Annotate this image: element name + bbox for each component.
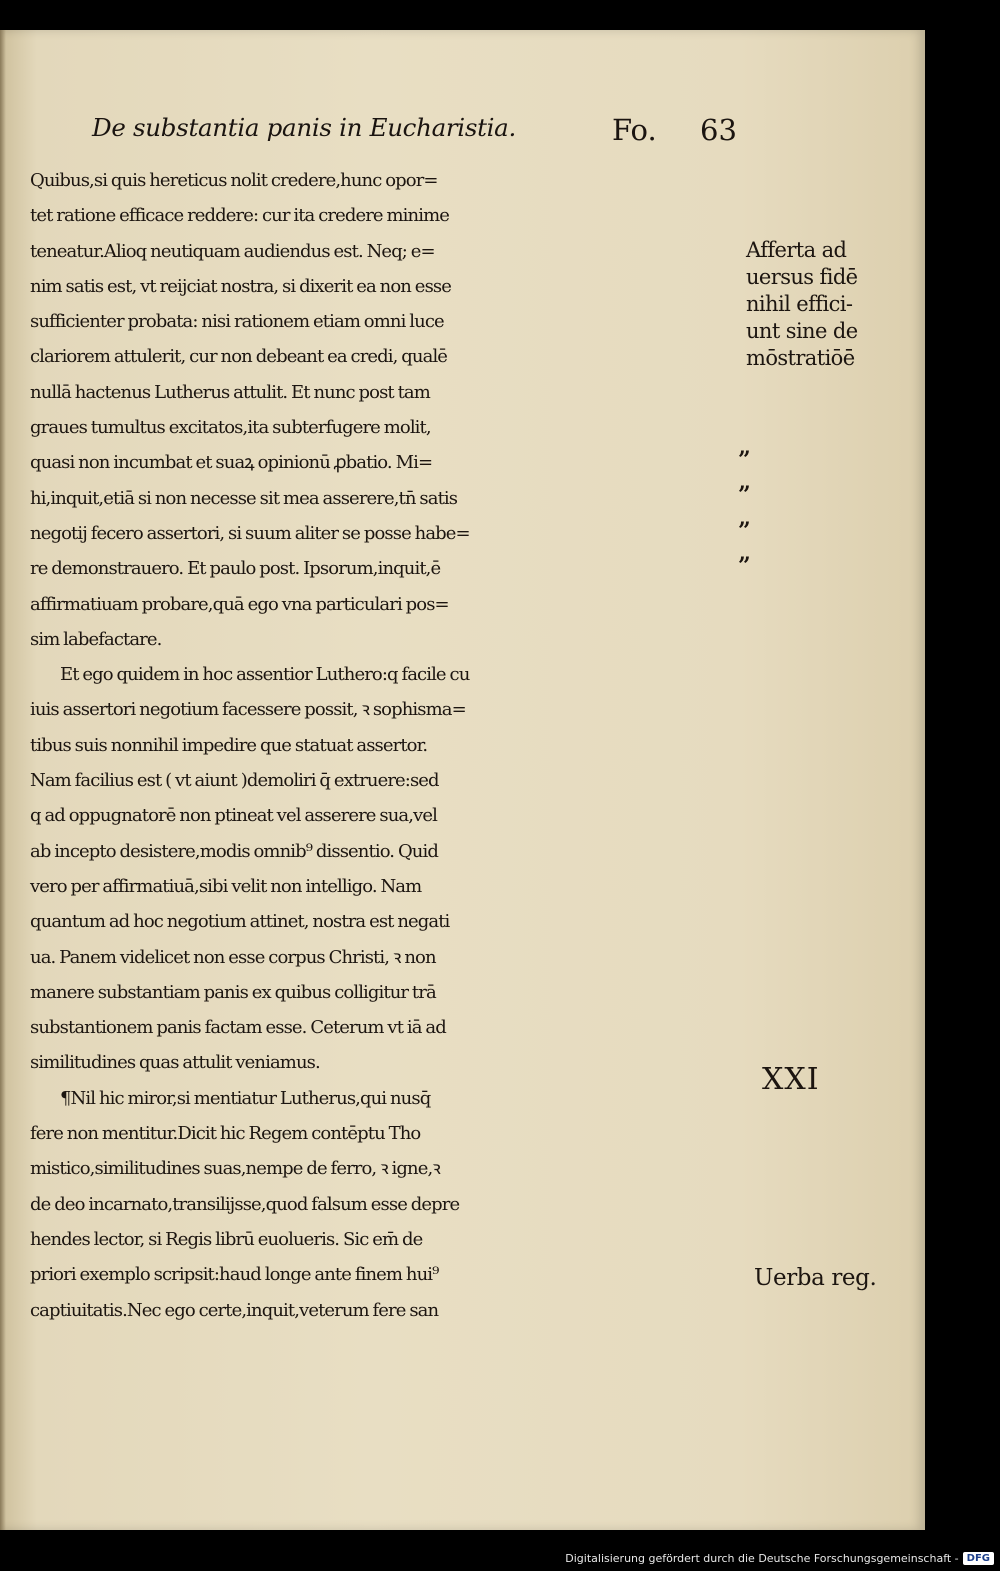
text-line: similitudines quas attulit veniamus.	[30, 1052, 320, 1074]
quote-mark: ”	[738, 552, 751, 579]
folio-label: Fo.	[612, 113, 657, 147]
text-line: q ad oppugnatorē non ptineat vel asserere sua,vel	[30, 805, 437, 827]
main-text-block	[30, 163, 740, 1328]
text-line: fere non mentitur.Dicit hic Regem contēptu Tho	[30, 1123, 421, 1145]
text-line: de deo incarnato,transilijsse,quod falsum esse depre	[30, 1193, 460, 1215]
text-line: quasi non incumbat et suaꝝ opinionū ꝓbatio. Mi=	[30, 452, 433, 474]
margin-note-line: nihil effici-	[746, 292, 853, 316]
text-line: iuis assertori negotium facessere possit, ꝛ sophisma=	[30, 699, 466, 721]
margin-note-verba: Uerba reg.	[754, 1265, 877, 1291]
running-title: De substantia panis in Eucharistia.	[92, 113, 516, 142]
text-line: teneatur.Alioq neutiquam audiendus est. Neq; e=	[30, 240, 435, 262]
text-line: Quibus,si quis hereticus nolit credere,hunc opor=	[30, 170, 438, 191]
text-line: affirmatiuam probare,quā ego vna particulari pos=	[30, 593, 449, 615]
text-line: graues tumultus excitatos,ita subterfugere molit,	[30, 417, 431, 439]
text-line: negotij fecero assertori, si suum aliter se posse habe=	[30, 522, 470, 544]
text-line: Et ego quidem in hoc assentior Luthero:q facile cu	[60, 664, 470, 686]
text-line: re demonstrauero. Et paulo post. Ipsorum,inquit,ē	[30, 558, 441, 580]
text-line: quantum ad hoc negotium attinet, nostra est negati	[30, 911, 450, 933]
text-line: Nam facilius est ( vt aiunt )demoliri q̄ extruere:sed	[30, 770, 439, 792]
digitization-footer	[565, 1549, 994, 1567]
folio-number: 63	[700, 113, 737, 147]
text-line: clariorem attulerit, cur non debeant ea credi, qualē	[30, 346, 448, 368]
text-line: priori exemplo scripsit:haud longe ante finem hui⁹	[30, 1264, 439, 1286]
text-line: substantionem panis factam esse. Ceterum vt iā ad	[30, 1017, 446, 1039]
text-line: nullā hactenus Lutherus attulit. Et nunc post tam	[30, 381, 430, 403]
running-head	[92, 113, 737, 149]
margin-note-line: uersus fidē	[746, 265, 858, 289]
text-line: ua. Panem videlicet non esse corpus Christi, ꝛ non	[30, 946, 436, 968]
quote-mark: ”	[738, 482, 751, 509]
page-gutter-shadow	[0, 30, 6, 1530]
margin-note-line: mōstratiōē	[746, 346, 855, 370]
margin-chapter-number: XXI	[762, 1062, 820, 1097]
text-line: hendes lector, si Regis librū euolueris. Sic em̄ de	[30, 1228, 423, 1250]
margin-note-line: Afferta ad	[746, 238, 847, 262]
text-line: captiuitatis.Nec ego certe,inquit,veterum fere san	[30, 1299, 439, 1321]
dfg-logo: DFG	[963, 1552, 994, 1565]
text-line: hi,inquit,etiā si non necesse sit mea asserere,tn̄ satis	[30, 487, 458, 509]
margin-note-assertions	[746, 237, 896, 372]
text-line: nim satis est, vt reijciat nostra, si dixerit ea non esse	[30, 275, 451, 297]
text-line: sim labefactare.	[30, 628, 162, 650]
text-line: ab incepto desistere,modis omnib⁹ dissentio. Quid	[30, 840, 438, 862]
text-line: tibus suis nonnihil impedire que statuat assertor.	[30, 734, 428, 756]
quote-mark: ”	[738, 447, 751, 473]
text-line: vero per affirmatiuā,sibi velit non intelligo. Nam	[30, 875, 422, 897]
text-line: ¶Nil hic miror,si mentiatur Lutherus,qui nusq̄	[60, 1087, 431, 1109]
margin-quote-marks	[738, 443, 751, 584]
quote-mark: ”	[738, 517, 751, 544]
text-line: manere substantiam panis ex quibus colligitur trā	[30, 981, 436, 1003]
text-line: tet ratione efficace reddere: cur ita credere minime	[30, 205, 449, 227]
text-line: sufficienter probata: nisi rationem etiam omni luce	[30, 311, 444, 333]
footer-credit: Digitalisierung gefördert durch die Deutsche Forschungsgemeinschaft -	[565, 1551, 959, 1565]
margin-note-line: unt sine de	[746, 319, 858, 343]
text-line: mistico,similitudines suas,nempe de ferro, ꝛ igne,ꝛ	[30, 1158, 440, 1180]
